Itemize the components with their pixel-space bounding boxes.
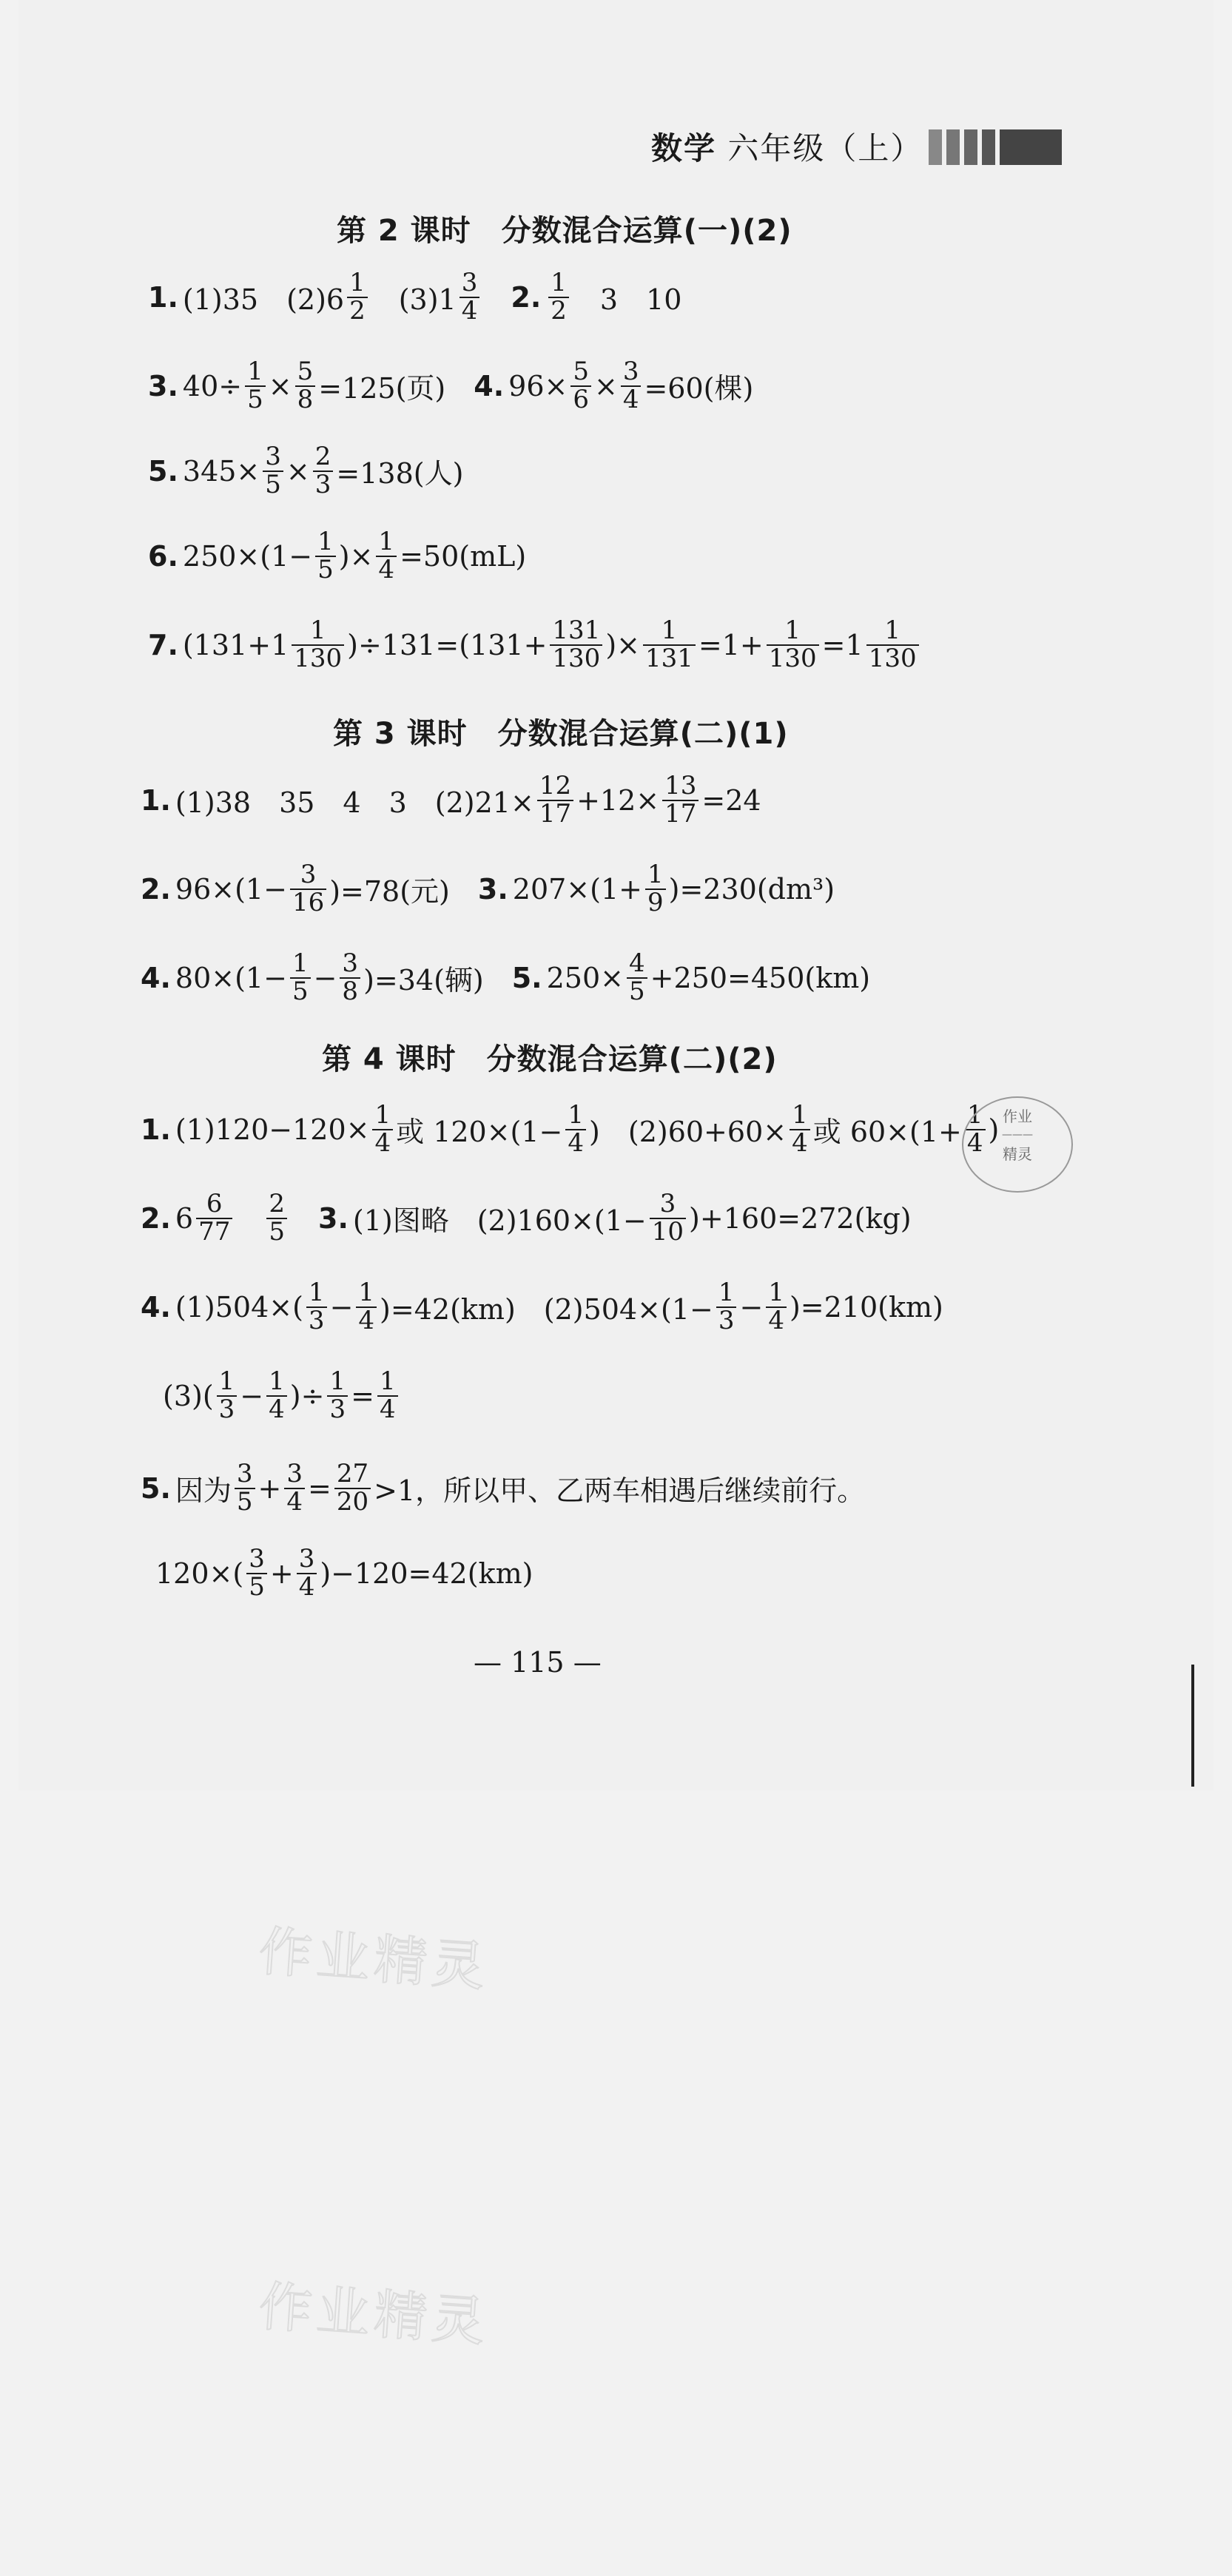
answer-line: [163, 1366, 401, 1424]
fraction: [334, 1461, 371, 1515]
fraction: [537, 773, 573, 827]
answer-text: +12×: [576, 783, 660, 817]
fraction: [263, 444, 283, 498]
fraction: [565, 1102, 586, 1156]
answer-text: )=78(元): [329, 875, 478, 908]
answer-line: [141, 1280, 943, 1334]
fraction-numerator: 3: [622, 357, 639, 386]
answer-line: [155, 1546, 533, 1600]
fraction: [548, 270, 569, 324]
fraction: [217, 1366, 238, 1424]
answer-text: =1+: [698, 628, 764, 661]
fraction: [376, 529, 397, 583]
fraction: [460, 270, 480, 324]
fraction-denominator: 2: [347, 297, 368, 325]
fraction-denominator: 4: [372, 1129, 393, 1157]
header-title: [651, 124, 923, 169]
fraction-denominator: 130: [292, 644, 344, 672]
fraction-numerator: 1: [718, 1278, 735, 1307]
fraction-numerator: 131: [552, 616, 601, 645]
fraction-denominator: 3: [306, 1306, 327, 1335]
answer-text: 120×(: [155, 1557, 244, 1590]
answer-text: 80×(1−: [175, 961, 287, 994]
answer-text: =50(mL): [400, 539, 527, 573]
fraction: [645, 862, 666, 916]
fraction-denominator: 20: [334, 1488, 371, 1516]
fraction: [766, 1280, 787, 1334]
fraction: [550, 618, 602, 672]
fraction-denominator: 3: [217, 1395, 238, 1423]
fraction-denominator: 5: [245, 385, 266, 414]
fraction: [246, 1546, 267, 1600]
answer-text: (1)504×(: [175, 1290, 303, 1324]
fraction-denominator: 5: [315, 556, 336, 584]
answer-line: [148, 270, 681, 324]
answer-text: )=42(km) (2)504×(1−: [380, 1293, 713, 1326]
fraction-numerator: 1: [292, 948, 309, 978]
fraction-numerator: 5: [573, 357, 589, 386]
fraction-numerator: 12: [539, 771, 572, 800]
fraction-numerator: 1: [358, 1278, 375, 1307]
fraction-denominator: 4: [621, 385, 642, 414]
fraction: [627, 948, 647, 1006]
question-number: 1.: [141, 783, 171, 817]
fraction-denominator: 10: [650, 1218, 686, 1246]
fraction: [790, 1102, 810, 1156]
fraction-denominator: 5: [627, 977, 647, 1005]
fraction-denominator: 4: [266, 1395, 287, 1423]
fraction: [266, 1366, 287, 1424]
answer-text: −: [739, 1290, 764, 1324]
fraction-numerator: 1: [309, 616, 326, 645]
answer-text: ×: [286, 454, 310, 488]
fraction-denominator: 5: [290, 977, 311, 1005]
fraction-denominator: 5: [235, 1488, 255, 1516]
fraction-denominator: 4: [297, 1573, 317, 1601]
header-decoration-bar: [929, 129, 1062, 165]
fraction-numerator: 1: [218, 1366, 235, 1396]
fraction-denominator: 4: [565, 1129, 586, 1157]
question-number: 2.: [141, 1201, 171, 1235]
answer-text: (3)(: [163, 1379, 214, 1412]
fraction-numerator: 1: [792, 1100, 808, 1130]
answer-text: −: [329, 1290, 354, 1324]
fraction: [621, 359, 642, 413]
answer-text: (1)38 35 4 3 (2)21×: [175, 786, 534, 820]
fraction-denominator: 5: [263, 471, 283, 499]
fraction: [295, 359, 316, 413]
answer-text: −: [313, 961, 337, 994]
fraction-numerator: 3: [236, 1459, 253, 1488]
answer-line: [141, 1102, 999, 1156]
answer-text: )=210(km): [789, 1290, 943, 1324]
fraction-denominator: 77: [196, 1218, 232, 1246]
answer-text: ×: [593, 369, 618, 402]
fraction-denominator: 4: [376, 556, 397, 584]
fraction-numerator: 1: [647, 860, 664, 889]
fraction-numerator: 3: [300, 860, 317, 889]
answer-line: [148, 529, 526, 583]
fraction-numerator: 5: [297, 357, 314, 386]
answer-text: =24: [701, 783, 761, 817]
fraction: [377, 1366, 398, 1424]
question-number: 3.: [318, 1201, 349, 1235]
question-number: 4.: [141, 1290, 171, 1324]
watermark-logo: 作业精灵: [257, 2275, 492, 2353]
answer-text: +: [257, 1471, 282, 1505]
fraction-denominator: 4: [965, 1129, 986, 1157]
answer-text: )−120=42(km): [320, 1557, 533, 1590]
fraction-numerator: 1: [349, 268, 366, 297]
answer-text: =138(人): [336, 457, 464, 490]
fraction: [306, 1280, 327, 1334]
fraction-numerator: 1: [768, 1278, 784, 1307]
fraction: [313, 444, 334, 498]
section-title-lesson-3: 第 3 课时 分数混合运算(二)(1): [333, 717, 789, 751]
answer-line: [141, 1191, 912, 1245]
answer-text: [235, 1198, 263, 1238]
section-title-lesson-4: 第 4 课时 分数混合运算(二)(2): [322, 1042, 778, 1076]
page-number: — 115 —: [474, 1646, 602, 1679]
fraction-numerator: 3: [298, 1544, 315, 1574]
answer-text: )÷: [289, 1379, 325, 1412]
fraction-numerator: 1: [317, 527, 334, 556]
fraction: [284, 1461, 305, 1515]
fraction-denominator: 4: [790, 1129, 810, 1157]
answer-text: 6: [175, 1201, 194, 1235]
fraction-numerator: 1: [784, 616, 801, 645]
page-edge-mark: [1191, 1665, 1194, 1787]
fraction-numerator: 1: [378, 527, 395, 556]
question-number: 5.: [148, 454, 178, 488]
fraction-denominator: 17: [662, 800, 699, 828]
answer-text: =: [351, 1379, 374, 1412]
answer-text: 或 120×(1−: [396, 1116, 563, 1149]
fraction-numerator: 3: [249, 1544, 265, 1574]
question-number: 1.: [148, 280, 178, 314]
answer-text: 96×: [508, 369, 568, 402]
fraction: [297, 1546, 317, 1600]
fraction: [245, 359, 266, 413]
fraction-denominator: 130: [866, 644, 919, 672]
answer-text: =125(页): [318, 372, 474, 405]
answer-line: [141, 948, 871, 1006]
fraction: [347, 270, 368, 324]
fraction-denominator: 4: [284, 1488, 305, 1516]
answer-text: ): [988, 1113, 1000, 1146]
fraction-denominator: 5: [266, 1218, 287, 1246]
answer-text: 250×(1−: [182, 539, 313, 573]
stamp-seal: 作业 ——— 精灵: [962, 1096, 1073, 1193]
answer-text: 或 60×(1+: [812, 1116, 962, 1149]
fraction-denominator: 130: [767, 644, 819, 672]
answer-text: 96×(1−: [175, 872, 287, 906]
answer-text: )×: [338, 539, 374, 573]
answer-text: 40÷: [182, 369, 243, 402]
question-number: 4.: [474, 369, 505, 402]
answer-text: >1，所以甲、乙两车相遇后继续前行。: [374, 1474, 866, 1508]
fraction: [327, 1366, 348, 1424]
fraction-denominator: 8: [340, 977, 360, 1005]
answer-text: 345×: [182, 454, 260, 488]
answer-text: )×: [605, 628, 640, 661]
answer-text: )+160=272(kg): [689, 1201, 912, 1235]
fraction-numerator: 1: [661, 616, 678, 645]
answer-line: [141, 1461, 865, 1515]
answer-text: =60(棵): [644, 372, 754, 405]
fraction-numerator: 3: [461, 268, 478, 297]
answer-text: )=230(dm³): [668, 872, 835, 906]
fraction-denominator: 3: [716, 1306, 737, 1335]
fraction-numerator: 1: [308, 1278, 325, 1307]
fraction: [650, 1191, 686, 1245]
fraction-numerator: 1: [551, 268, 567, 297]
fraction-denominator: 2: [548, 297, 569, 325]
fraction-numerator: 1: [374, 1100, 391, 1130]
fraction-denominator: 4: [460, 297, 480, 325]
answer-line: [148, 444, 463, 498]
question-number: 7.: [148, 628, 178, 661]
fraction-denominator: 6: [570, 385, 591, 414]
fraction-numerator: 2: [269, 1189, 285, 1218]
answer-text: (131+1: [182, 628, 289, 661]
section-title-lesson-2: 第 2 课时 分数混合运算(一)(2): [337, 214, 792, 248]
fraction-numerator: 3: [265, 442, 281, 471]
fraction-denominator: 8: [295, 385, 316, 414]
fraction: [716, 1280, 737, 1334]
answer-text: 3 10: [571, 283, 682, 317]
fraction-numerator: 6: [206, 1189, 223, 1218]
answer-text: )=34(辆): [363, 964, 512, 997]
fraction: [315, 529, 336, 583]
answer-text: =1: [821, 628, 864, 661]
fraction: [767, 618, 819, 672]
answer-text: (1)图略 (2)160×(1−: [352, 1204, 647, 1238]
fraction-denominator: 16: [290, 889, 326, 917]
fraction-numerator: 1: [379, 1366, 396, 1396]
answer-line: [141, 862, 835, 916]
fraction: [290, 948, 311, 1006]
answer-text: +250=450(km): [650, 961, 871, 994]
question-number: 2.: [511, 280, 542, 314]
answer-text: (3)1: [370, 283, 457, 317]
fraction: [570, 359, 591, 413]
fraction-numerator: 3: [659, 1189, 676, 1218]
header-grade: 六年级（上）: [727, 130, 923, 166]
question-number: 5.: [141, 1471, 171, 1505]
answer-line: [141, 773, 761, 827]
question-number: 5.: [511, 961, 542, 994]
fraction-denominator: 4: [356, 1306, 377, 1335]
fraction: [235, 1461, 255, 1515]
fraction: [290, 862, 326, 916]
answer-text: +: [269, 1557, 294, 1590]
answer-text: =: [308, 1471, 331, 1505]
fraction: [662, 773, 699, 827]
fraction-numerator: 3: [342, 948, 359, 978]
question-number: 3.: [477, 872, 508, 906]
fraction-denominator: 131: [643, 644, 696, 672]
fraction-denominator: 3: [313, 471, 334, 499]
fraction: [372, 1102, 393, 1156]
answer-text: (1)120−120×: [175, 1113, 370, 1146]
fraction-numerator: 27: [336, 1459, 369, 1488]
answer-text: ×: [268, 369, 292, 402]
fraction: [196, 1191, 232, 1245]
fraction-numerator: 2: [314, 442, 331, 471]
fraction-numerator: 1: [269, 1366, 285, 1396]
answer-text: [482, 277, 511, 317]
fraction-numerator: 4: [629, 948, 645, 978]
fraction-denominator: 4: [377, 1395, 398, 1423]
answer-text: 250×: [546, 961, 624, 994]
answer-text: 207×(1+: [512, 872, 642, 906]
fraction-numerator: 1: [884, 616, 901, 645]
question-number: 1.: [141, 1113, 171, 1146]
fraction: [866, 618, 919, 672]
fraction-denominator: 5: [246, 1573, 267, 1601]
fraction: [643, 618, 696, 672]
watermark-logo: 作业精灵: [257, 1920, 492, 1998]
fraction-denominator: 17: [537, 800, 573, 828]
question-number: 4.: [141, 961, 171, 994]
fraction-numerator: 1: [329, 1366, 346, 1396]
fraction: [292, 618, 344, 672]
fraction-numerator: 1: [568, 1100, 585, 1130]
fraction-denominator: 4: [766, 1306, 787, 1335]
fraction-denominator: 3: [327, 1395, 348, 1423]
question-number: 3.: [148, 369, 178, 402]
fraction-denominator: 130: [550, 644, 602, 672]
fraction: [356, 1280, 377, 1334]
answer-text: 因为: [175, 1474, 232, 1508]
fraction-numerator: 3: [286, 1459, 303, 1488]
answer-text: (1)35 (2)6: [182, 283, 345, 317]
header-subject: 数学: [651, 130, 717, 166]
answer-text: −: [240, 1379, 264, 1412]
fraction-numerator: 1: [247, 357, 263, 386]
fraction-denominator: 9: [645, 889, 666, 917]
question-number: 2.: [141, 872, 171, 906]
answer-text: )÷131=(131+: [347, 628, 548, 661]
fraction-numerator: 13: [664, 771, 697, 800]
fraction: [340, 948, 360, 1006]
fraction: [266, 1191, 287, 1245]
fraction-numerator: 1: [966, 1100, 983, 1130]
question-number: 6.: [148, 539, 178, 573]
answer-line: [148, 359, 753, 413]
answer-text: ) (2)60+60×: [589, 1116, 787, 1149]
answer-line: [148, 618, 922, 672]
answer-text: [290, 1198, 318, 1238]
